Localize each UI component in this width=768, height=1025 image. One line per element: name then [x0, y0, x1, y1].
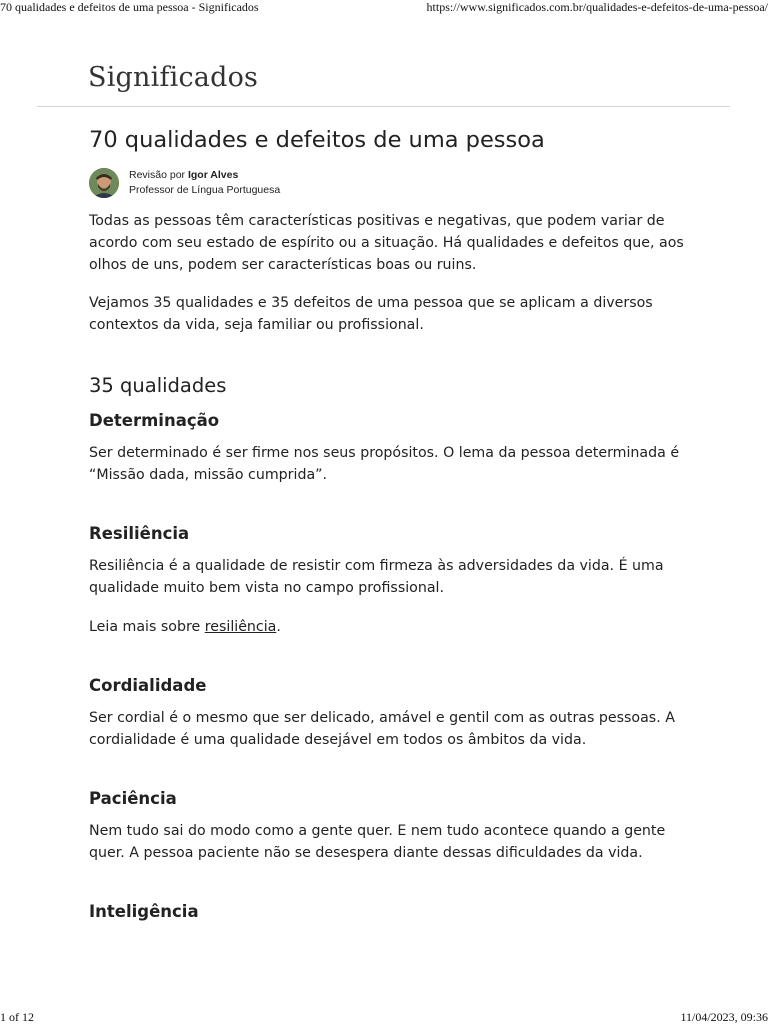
author-prefix: Revisão por	[129, 169, 186, 181]
print-header	[0, 0, 768, 16]
item-text-resiliencia: Resiliência é a qualidade de resistir com firmeza às adversidades da vida. É uma qualidade muito bem vista no campo profissional.	[89, 558, 664, 596]
article	[89, 122, 689, 924]
intro-paragraph-1: Todas as pessoas têm características positivas e negativas, que podem variar de acordo com seu estado de espírito ou a situação. Há qualidades e defeitos que, aos olhos de uns, podem ser características boas ou ruins.	[89, 213, 684, 273]
author-role: Professor de Língua Portuguesa	[129, 184, 281, 196]
article-title: 70 qualidades e defeitos de uma pessoa	[89, 127, 545, 153]
header-divider	[37, 106, 730, 107]
print-footer	[0, 1010, 768, 1024]
item-heading-cordialidade: Cordialidade	[89, 676, 207, 695]
item-text-paciencia: Nem tudo sai do modo como a gente quer. E nem tudo acontece quando a gente quer. A pessoa paciente não se desespera diante dessas dificuldades da vida.	[89, 823, 666, 861]
print-page-number: 1 of 12	[0, 1010, 34, 1024]
intro-paragraph-2: Vejamos 35 qualidades e 35 defeitos de uma pessoa que se aplicam a diversos contextos da vida, seja familiar ou profissional.	[89, 295, 653, 333]
author-byline	[89, 168, 689, 204]
resiliencia-link[interactable]: resiliência	[204, 619, 277, 635]
read-more-prefix: Leia mais sobre	[89, 619, 201, 635]
author-avatar[interactable]	[89, 168, 119, 198]
print-datetime: 11/04/2023, 09:36	[680, 1010, 768, 1024]
item-heading-inteligencia: Inteligência	[89, 902, 199, 921]
item-heading-resiliencia: Resiliência	[89, 524, 190, 543]
print-page-title: 70 qualidades e defeitos de uma pessoa - Significados	[0, 0, 259, 14]
author-photo-icon	[89, 168, 119, 198]
author-name[interactable]: Igor Alves	[187, 169, 239, 181]
item-heading-determinacao: Determinação	[89, 411, 220, 430]
author-info	[129, 168, 280, 198]
read-more-suffix: .	[276, 619, 281, 635]
item-text-cordialidade: Ser cordial é o mesmo que ser delicado, amável e gentil com as outras pessoas. A cordialidade é uma qualidade desejável em todos os âmbitos da vida.	[89, 710, 675, 748]
print-page-url: https://www.significados.com.br/qualidades-e-defeitos-de-uma-pessoa/	[426, 0, 768, 14]
read-more-resiliencia	[89, 616, 689, 638]
site-logo[interactable]: Significados	[88, 62, 259, 93]
item-heading-paciencia: Paciência	[89, 789, 177, 808]
item-text-determinacao: Ser determinado é ser firme nos seus propósitos. O lema da pessoa determinada é “Missão dada, missão cumprida”.	[89, 445, 680, 483]
section-heading-qualidades: 35 qualidades	[89, 374, 227, 397]
